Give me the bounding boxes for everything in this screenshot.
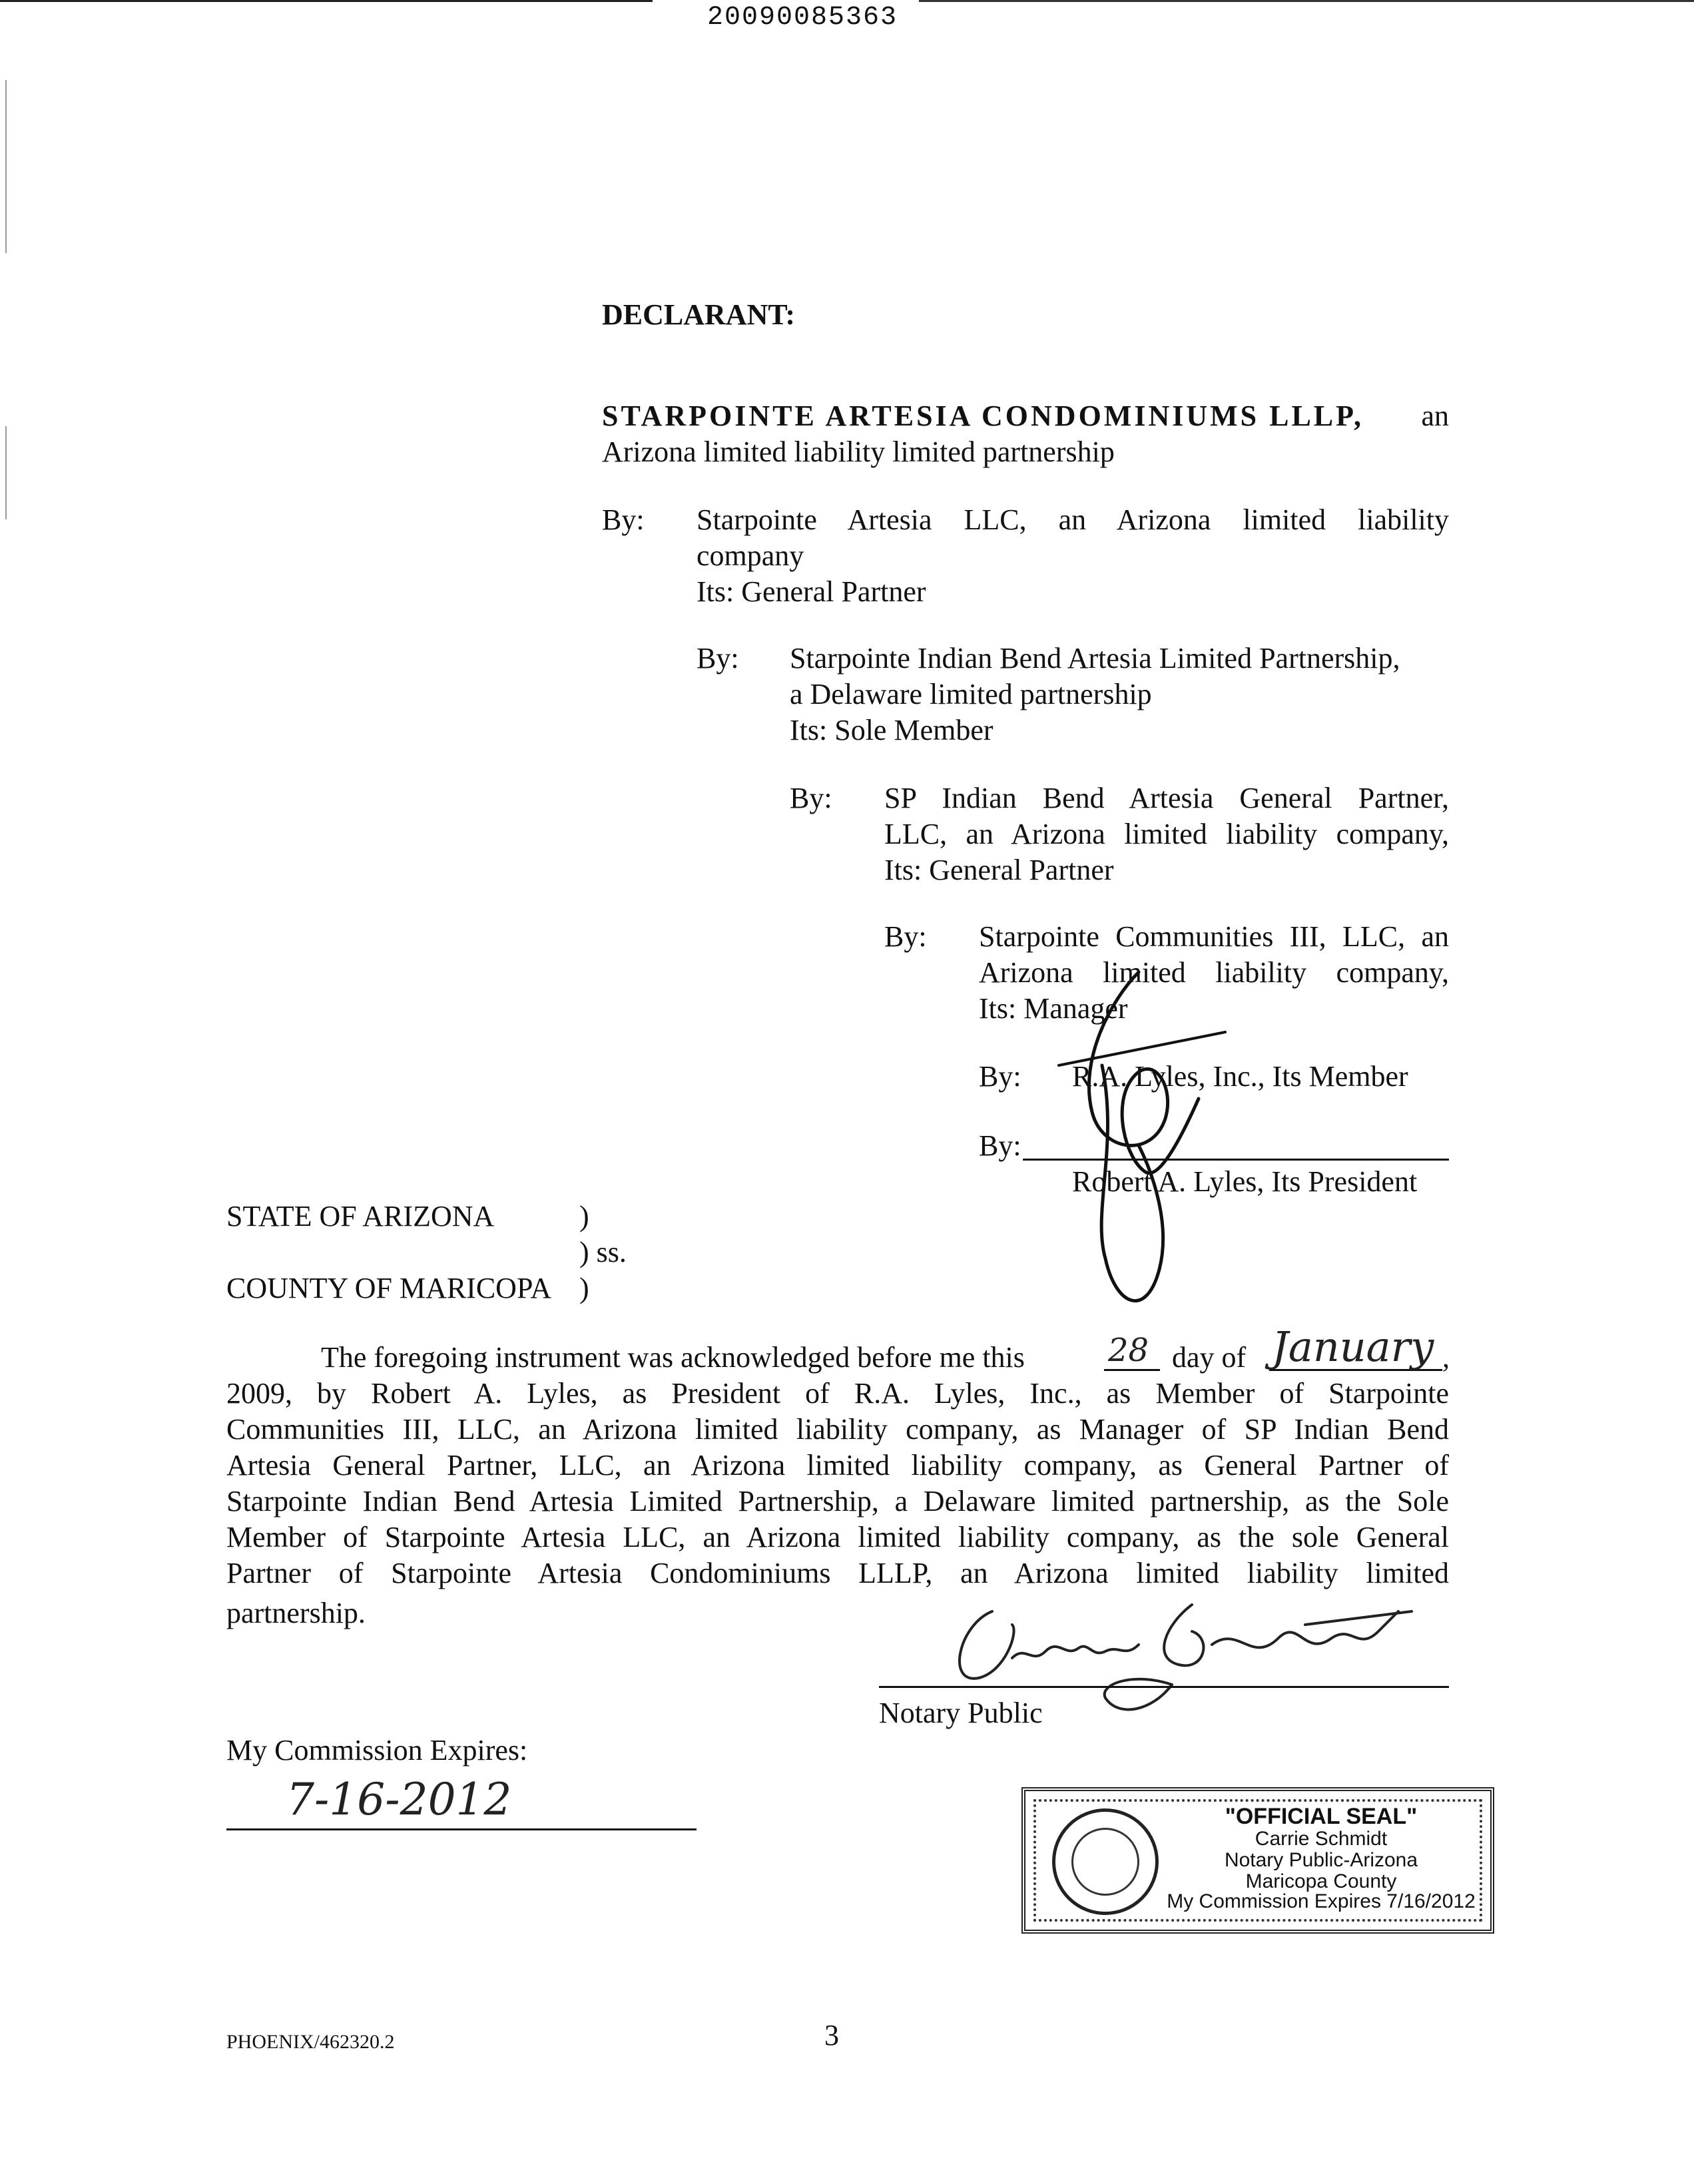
by-label: By:: [790, 782, 832, 814]
venue-paren: ): [579, 1200, 589, 1232]
by-label: By:: [602, 503, 645, 536]
scan-edge-line: [0, 0, 653, 2]
seal-title: "OFFICIAL SEAL": [1225, 1804, 1418, 1829]
signature-block-role: Its: Sole Member: [790, 714, 993, 746]
by-label: By:: [697, 642, 739, 675]
by-label: By:: [979, 1129, 1021, 1162]
day-handwritten: 28: [1108, 1332, 1149, 1369]
signatory-name: Robert A. Lyles, Its President: [1072, 1165, 1418, 1198]
signature-block-line: SP Indian Bend Artesia General Partner,: [884, 782, 1449, 814]
signature-block-line: Starpointe Indian Bend Artesia Limited Partnership,: [790, 642, 1400, 675]
by-label: By:: [884, 920, 927, 953]
entity-name-tail: an: [1421, 400, 1449, 432]
signature-block-role: Its: General Partner: [884, 854, 1114, 886]
signature-block-line: company: [697, 539, 804, 572]
signature-block-line: Starpointe Artesia LLC, an Arizona limited liability: [697, 503, 1449, 536]
acknowledgment-line: Member of Starpointe Artesia LLC, an Arizona limited liability company, as the sole General: [226, 1521, 1449, 1553]
seal-county: Maricopa County: [1245, 1870, 1397, 1892]
acknowledgment-last-line: partnership.: [226, 1597, 366, 1629]
entity-name: STARPOINTE ARTESIA CONDOMINIUMS LLLP,: [602, 400, 1364, 432]
acknowledgment-line: Communities III, LLC, an Arizona limited liability company, as Manager of SP Indian Bend: [226, 1413, 1449, 1446]
document-number: 20090085363: [707, 3, 898, 33]
month-handwritten: January: [1272, 1322, 1434, 1371]
venue-paren: ): [579, 1272, 589, 1304]
entity-description: Arizona limited liability limited partnership: [602, 435, 1115, 468]
acknowledgment-intro: The foregoing instrument was acknowledged before me this: [321, 1341, 1025, 1374]
scan-edge-line: [919, 0, 1694, 2]
entity-name-line: [602, 398, 1449, 434]
month-comma: ,: [1442, 1341, 1450, 1374]
seal-notary-title: Notary Public-Arizona: [1224, 1849, 1418, 1871]
commission-label: My Commission Expires:: [226, 1734, 528, 1767]
seal-expiration: My Commission Expires 7/16/2012: [1167, 1890, 1476, 1912]
notary-signature-line: [879, 1686, 1449, 1688]
signature-block-line: Starpointe Communities III, LLC, an: [979, 920, 1449, 953]
president-signature: [1039, 959, 1252, 1332]
signature-block-role: Its: General Partner: [697, 575, 926, 608]
scan-speck: [5, 426, 7, 519]
signature-block-line: LLC, an Arizona limited liability company,: [884, 818, 1449, 850]
arizona-state-seal-icon: [1052, 1808, 1159, 1915]
day-of-label: day of: [1172, 1341, 1247, 1374]
signature-block-line: a Delaware limited partnership: [790, 678, 1152, 710]
venue-county: COUNTY OF MARICOPA: [226, 1272, 552, 1304]
page-number: 3: [824, 2019, 839, 2051]
seal-emblem: [1071, 1828, 1139, 1896]
signature-block-line: Arizona limited liability company,: [979, 956, 1449, 989]
notary-label: Notary Public: [879, 1697, 1043, 1729]
declarant-heading: DECLARANT:: [602, 298, 796, 331]
commission-date-line: [226, 1828, 697, 1830]
acknowledgment-line: 2009, by Robert A. Lyles, as President of R.A. Lyles, Inc., as Member of Starpointe: [226, 1377, 1449, 1410]
day-blank: [1104, 1369, 1160, 1371]
signature-block-role: Its: Manager: [979, 992, 1128, 1025]
member-line: R.A. Lyles, Inc., Its Member: [1072, 1060, 1408, 1093]
venue-ss: ) ss.: [579, 1236, 627, 1268]
document-reference: PHOENIX/462320.2: [226, 2031, 395, 2053]
acknowledgment-line: Partner of Starpointe Artesia Condominiums LLLP, an Arizona limited liability limited: [226, 1557, 1449, 1589]
venue-state: STATE OF ARIZONA: [226, 1200, 495, 1232]
scan-speck: [5, 80, 7, 253]
seal-notary-name: Carrie Schmidt: [1255, 1828, 1388, 1850]
official-seal: [1021, 1787, 1494, 1934]
by-label: By:: [979, 1060, 1021, 1093]
commission-date-handwritten: 7-16-2012: [286, 1774, 512, 1825]
acknowledgment-line: Starpointe Indian Bend Artesia Limited Partnership, a Delaware limited partnership, as the Sole: [226, 1485, 1449, 1517]
acknowledgment-line: Artesia General Partner, LLC, an Arizona limited liability company, as General Partner of: [226, 1449, 1449, 1482]
